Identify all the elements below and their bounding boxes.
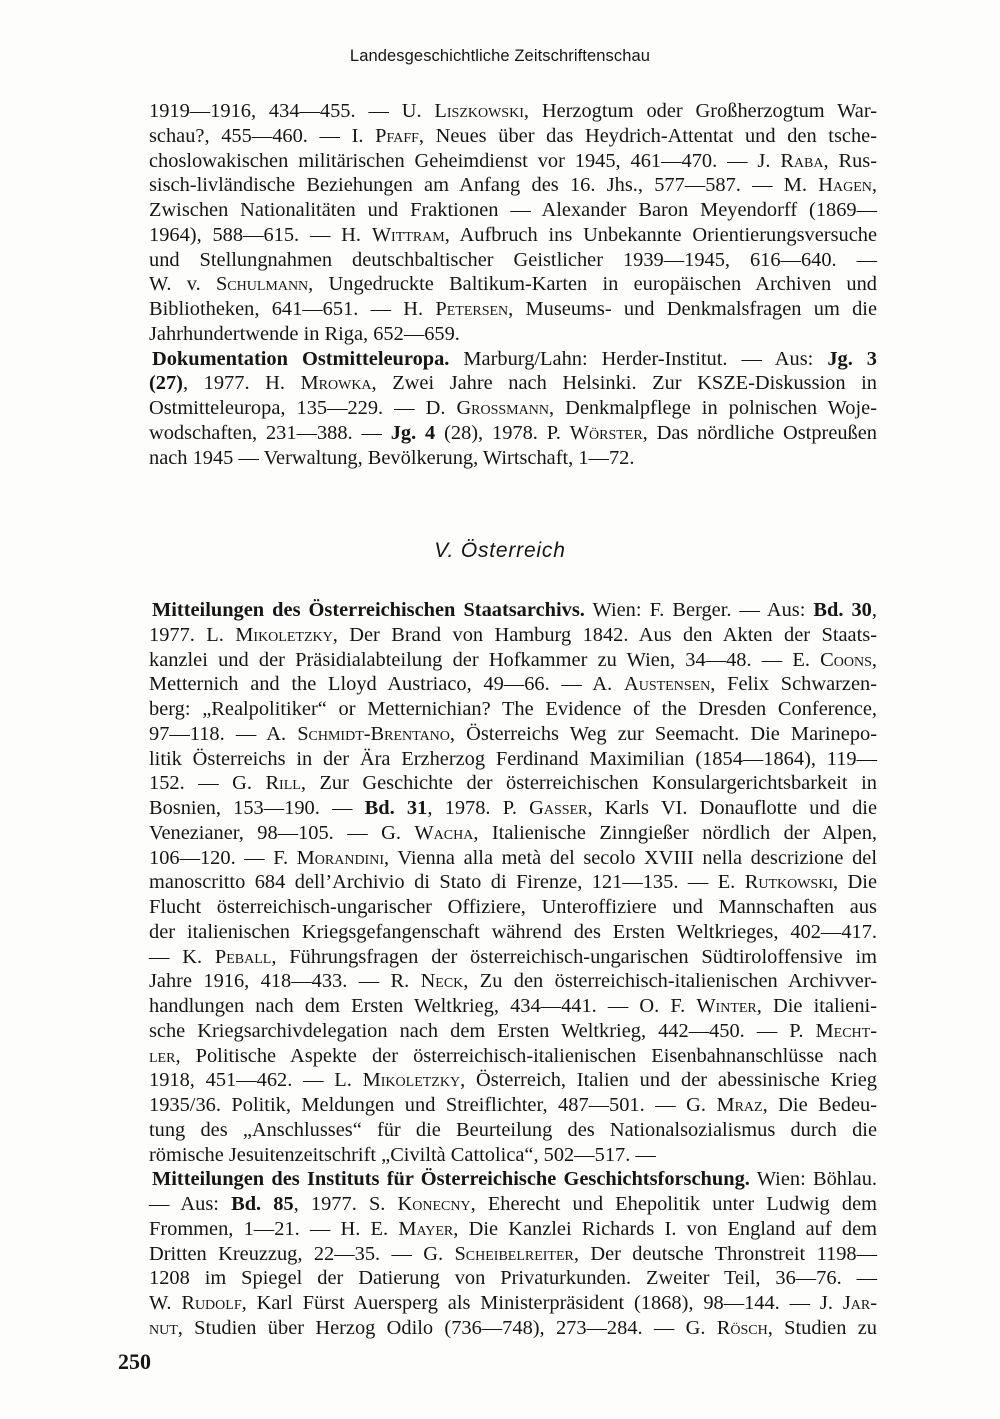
author-name: Coons: [820, 648, 872, 671]
text-line: [149, 846, 877, 871]
text-line: [149, 722, 877, 747]
text-run: , Die italieni-: [756, 995, 877, 1017]
text-run: , Denkmalpflege in polnischen Woje-: [548, 397, 877, 419]
text-run: ,: [871, 599, 877, 621]
author-name: nut: [149, 1316, 178, 1339]
text-line: [149, 945, 877, 970]
text-line: [149, 870, 877, 895]
text-run: , 1977. S.: [293, 1193, 398, 1215]
text-run: , 1977. H.: [182, 372, 301, 395]
text-run: Frommen, 1—21. — H. E.: [149, 1217, 399, 1240]
text-run: choslowakischen militärischen Geheimdienst vor 1945, 461—470. — J.: [149, 149, 781, 172]
author-name: Mayer: [398, 1217, 454, 1240]
bold-text: Jg. 4: [390, 421, 436, 444]
author-name: Schmidt-Brentano: [297, 722, 450, 745]
text-run: und Stellungnahmen deutschbaltischer Geistlicher 1939—1945, 616—640. —: [149, 248, 877, 271]
text-run: Bibliotheken, 641—651. — H.: [149, 298, 436, 320]
author-name: Schulmann: [215, 273, 309, 296]
text-line: [149, 396, 877, 421]
text-run: , Der Brand von Hamburg 1842. Aus den Akten der Staats-: [332, 623, 877, 646]
author-name: Scheibelreiter: [454, 1242, 574, 1265]
bold-text: Bd. 30: [813, 599, 872, 621]
text-run: , Felix Schwarzen-: [710, 673, 877, 696]
author-name: Morandini: [296, 846, 384, 869]
author-name: Mrowka: [300, 372, 372, 395]
text-run: berg: „Realpolitiker“ or Metternichian? The Evidence of the Dresden Conference,: [149, 698, 877, 720]
text-run: , Neues über das Heydrich-Attentat und den tsche-: [418, 124, 877, 147]
text-run: W.: [149, 1292, 182, 1314]
text-run: , Herzogtum oder Großherzogtum War-: [523, 100, 877, 122]
text-run: 97—118. — A.: [149, 722, 298, 745]
text-run: litik Österreichs in der Ära Erzherzog Ferdinand Maximilian (1854—1864), 119—: [149, 747, 877, 770]
text-run: — K.: [149, 945, 215, 968]
author-name: Grossmann: [456, 397, 549, 419]
text-run: wodschaften, 231—388. —: [149, 421, 391, 444]
text-block-austria: [149, 598, 877, 1341]
text-line: [149, 648, 877, 673]
text-run: , 1978. P.: [427, 797, 530, 819]
text-run: , Karl Fürst Auersperg als Ministerpräsident (1868), 98—144. — J.: [241, 1292, 843, 1314]
text-run: , Zwei Jahre nach Helsinki. Zur KSZE-Diskussion in: [371, 372, 878, 395]
text-run: Wien: F. Berger. — Aus:: [584, 599, 814, 621]
text-line: [149, 1118, 877, 1143]
text-run: Marburg/Lahn: Herder-Institut. — Aus:: [449, 347, 828, 370]
text-run: sche Kriegsarchivdelegation nach dem Ersten Weltkrieg, 442—450. — P.: [149, 1019, 816, 1042]
text-line: [149, 771, 877, 796]
text-run: , Museums- und Denkmalsfragen um die: [508, 298, 877, 320]
text-run: 1977. L.: [149, 623, 236, 646]
text-run: , Aufbruch ins Unbekannte Orientierungsversuche: [444, 223, 877, 246]
text-run: , Politische Aspekte der österreichisch-italienischen Eisenbahnanschlüsse nach: [175, 1044, 877, 1067]
text-run: Jahrhundertwende in Riga, 652—659.: [149, 322, 460, 345]
author-name: Peball: [214, 945, 272, 968]
text-run: kanzlei und der Präsidialabteilung der Hofkammer zu Wien, 34—48. — E.: [149, 648, 821, 671]
text-line: [149, 1068, 877, 1093]
author-name: Austensen: [623, 673, 711, 696]
author-name: ler: [149, 1044, 176, 1067]
text-run: , Führungsfragen der österreichisch-ungarischen Südtiroloffensive im: [271, 945, 877, 968]
text-line: [149, 747, 877, 772]
page-number: 250: [118, 1349, 151, 1374]
text-line: [149, 1167, 877, 1192]
text-run: , Vienna alla metà del secolo XVIII nella descrizione del: [384, 846, 877, 869]
running-header: Landesgeschichtliche Zeitschriftenschau: [349, 47, 651, 65]
text-run: 106—120. — F.: [149, 846, 297, 869]
author-name: Petersen: [435, 298, 509, 320]
text-line: [149, 1019, 877, 1044]
text-run: 1919—1916, 434—455. — U.: [149, 100, 435, 122]
text-run: Zwischen Nationalitäten und Fraktionen — Alexander Baron Meyendorff (1869—: [149, 199, 877, 221]
text-line: [149, 421, 877, 446]
text-run: , Studien über Herzog Odilo (736—748), 273—284. — G.: [177, 1316, 717, 1339]
text-run: 152. — G.: [149, 772, 266, 795]
text-run: Bosnien, 153—190. —: [149, 797, 365, 819]
text-line: [149, 1316, 877, 1341]
author-name: Rill: [265, 772, 301, 795]
text-line: [149, 1266, 877, 1291]
text-line: [149, 322, 877, 347]
section-title: V. Österreich: [434, 539, 566, 562]
text-run: , Italienische Zinngießer nördlich der Alpen,: [473, 821, 877, 844]
text-run: 1935/36. Politik, Meldungen und Streiflichter, 487—501. — G.: [149, 1094, 717, 1116]
text-run: manoscritto 684 dell’Archivio di Stato di Firenze, 121—135. — E.: [149, 871, 745, 894]
text-run: tung des „Anschlusses“ für die Beurteilung des Nationalsozialismus durch die: [149, 1118, 877, 1141]
author-name: Konecny: [397, 1193, 471, 1215]
text-run: , Eherecht und Ehepolitik unter Ludwig dem: [470, 1193, 877, 1215]
text-line: [149, 1044, 877, 1069]
author-name: Mraz: [716, 1094, 763, 1116]
text-run: Dritten Kreuzzug, 22—35. — G.: [149, 1242, 455, 1265]
author-name: Mikoletzky: [362, 1069, 461, 1092]
author-name: Winter: [696, 995, 757, 1017]
bold-text: Dokumentation Ostmitteleuropa.: [152, 347, 450, 370]
text-line: [149, 1291, 877, 1316]
text-run: , Österreichs Weg zur Seemacht. Die Marinepo-: [449, 722, 877, 745]
author-name: Liszkowski: [434, 100, 524, 122]
text-run: Metternich and the Lloyd Austriaco, 49—66. — A.: [149, 673, 624, 696]
text-run: der italienischen Kriegsgefangenschaft während des Ersten Weltkrieges, 402—417.: [149, 920, 877, 943]
author-name: Mecht-: [815, 1019, 877, 1042]
text-run: 1964), 588—615. — H.: [149, 223, 372, 246]
text-line: [149, 371, 877, 396]
author-name: Pfaff: [375, 124, 419, 147]
author-name: Hagen: [818, 174, 872, 197]
author-name: Wacha: [414, 821, 474, 844]
text-run: , Studien zu: [767, 1316, 877, 1339]
author-name: Gasser: [529, 797, 588, 819]
text-run: , Der deutsche Thronstreit 1198—: [573, 1242, 877, 1265]
author-name: Wörster: [569, 421, 643, 444]
text-line: [149, 149, 877, 174]
text-line: [149, 248, 877, 273]
text-run: Wien: Böhlau.: [749, 1168, 877, 1191]
text-run: Jahre 1916, 418—433. — R.: [149, 970, 421, 993]
author-name: Mikoletzky: [235, 623, 333, 646]
text-line: [149, 697, 877, 722]
text-line: [149, 272, 877, 297]
bold-text: (27): [149, 372, 183, 395]
bold-text: Jg. 3: [827, 347, 878, 370]
text-run: — Aus:: [149, 1193, 232, 1215]
text-line: [149, 198, 877, 223]
bold-text: Bd. 85: [231, 1193, 294, 1215]
text-run: (28), 1978. P.: [435, 421, 570, 444]
text-run: ,: [871, 648, 877, 671]
author-name: Rösch: [716, 1316, 768, 1339]
bold-text: Mitteilungen des Österreichischen Staatsarchivs.: [152, 599, 585, 621]
text-line: [149, 969, 877, 994]
text-run: römische Jesuitenzeitschrift „Civiltà Cattolica“, 502—517. —: [149, 1143, 656, 1166]
text-run: , Die Kanzlei Richards I. von England auf dem: [453, 1217, 877, 1240]
text-run: ,: [871, 174, 877, 197]
text-line: [149, 223, 877, 248]
text-line: [149, 672, 877, 697]
text-line: [149, 446, 877, 471]
text-run: Ostmitteleuropa, 135—229. — D.: [149, 397, 457, 419]
text-run: , Ungedruckte Baltikum-Karten in europäischen Archiven und: [308, 273, 877, 296]
text-line: [149, 347, 877, 372]
text-line: [149, 297, 877, 322]
text-run: Flucht österreichisch-ungarischer Offiziere, Unteroffiziere und Mannschaften aus: [149, 896, 877, 918]
text-run: 1208 im Spiegel der Datierung von Privaturkunden. Zweiter Teil, 36—76. —: [149, 1267, 877, 1290]
text-run: , Zur Geschichte der österreichischen Konsulargerichtsbarkeit in: [300, 772, 877, 795]
author-name: Raba: [780, 149, 824, 172]
text-line: [149, 1093, 877, 1118]
text-line: [149, 1242, 877, 1267]
text-line: [149, 920, 877, 945]
author-name: Rutkowski: [744, 871, 833, 894]
text-line: [149, 821, 877, 846]
text-line: [149, 1192, 877, 1217]
text-run: nach 1945 — Verwaltung, Bevölkerung, Wirtschaft, 1—72.: [149, 446, 635, 469]
text-line: [149, 895, 877, 920]
text-line: [149, 99, 877, 124]
text-block-baltic: [149, 99, 877, 470]
author-name: Wittram: [371, 223, 445, 246]
text-run: , Karls VI. Donauflotte und die: [587, 797, 878, 819]
text-run: , Rus-: [823, 149, 877, 172]
author-name: Rudolf: [181, 1292, 242, 1314]
text-run: , Das nördliche Ostpreußen: [642, 421, 878, 444]
text-line: [149, 598, 877, 623]
text-run: handlungen nach dem Ersten Weltkrieg, 434—441. — O. F.: [149, 995, 697, 1017]
text-run: , Die: [833, 871, 877, 894]
text-line: [149, 994, 877, 1019]
text-line: [149, 796, 877, 821]
text-run: sisch-livländische Beziehungen am Anfang des 16. Jhs., 577—587. — M.: [149, 174, 819, 197]
bold-text: Mitteilungen des Instituts für Österreichische Geschichtsforschung.: [152, 1168, 750, 1191]
text-line: [149, 173, 877, 198]
text-run: Venezianer, 98—105. — G.: [149, 821, 415, 844]
author-name: Neck: [420, 970, 464, 993]
text-line: [149, 124, 877, 149]
bold-text: Bd. 31: [364, 797, 428, 819]
text-line: [149, 1143, 877, 1168]
text-run: , Österreich, Italien und der abessinische Krieg: [460, 1069, 877, 1092]
text-run: , Zu den österreichisch-italienischen Archivver-: [463, 970, 877, 993]
text-run: schau?, 455—460. — I.: [149, 124, 376, 147]
author-name: Jar-: [842, 1292, 877, 1314]
text-run: 1918, 451—462. — L.: [149, 1069, 363, 1092]
text-run: W. v.: [149, 273, 216, 296]
text-line: [149, 623, 877, 648]
text-run: , Die Bedeu-: [762, 1094, 878, 1116]
text-line: [149, 1217, 877, 1242]
